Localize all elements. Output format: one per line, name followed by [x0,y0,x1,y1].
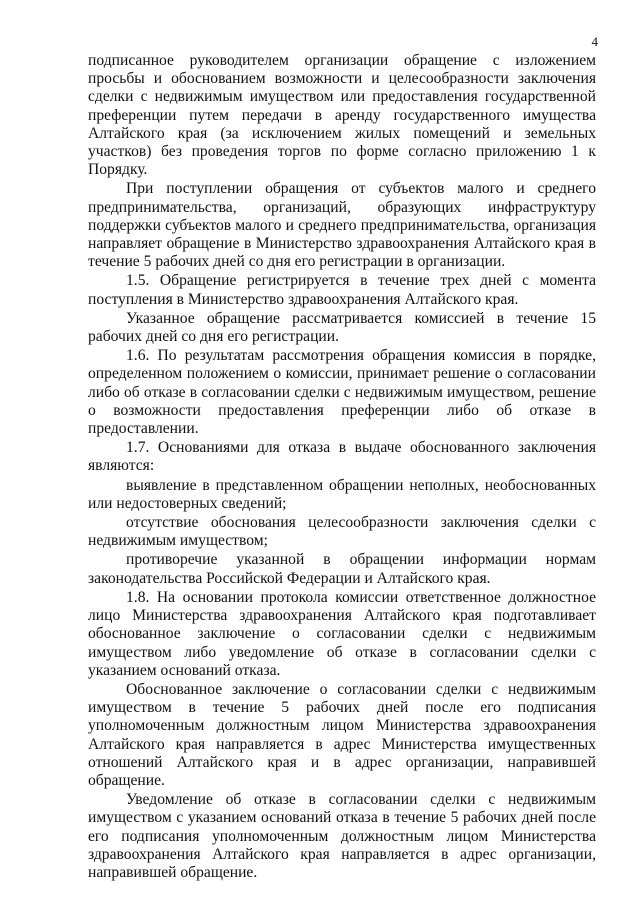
paragraph: При поступлении обращения от субъектов малого и среднего предпринимательства, организаций, образующих инфраструктуру поддержки субъектов малого и среднего предпринимательства, организация направляет обращение в Министерство здравоохранения Алтайского края в течение 5 рабочих дней со дня его регистрации в организации. [88,180,596,271]
page-number: 4 [591,34,598,49]
document-body [88,52,596,883]
paragraph: подписанное руководителем организации обращение с изложением просьбы и обоснованием возможности и целесообразности заключения сделки с недвижимым имуществом или предоставления государственной преференции путем передачи в аренду государственного имущества Алтайского края (за исключением жилых помещений и земельных участков) без проведения торгов по форме согласно приложению 1 к Порядку. [88,52,596,179]
paragraph: Указанное обращение рассматривается комиссией в течение 15 рабочих дней со дня его регистрации. [88,309,596,346]
paragraph: 1.8. На основании протокола комиссии ответственное должностное лицо Министерства здравоохранения Алтайского края подготавливает обоснованное заключение о согласовании сделки с недвижимым имуществом либо уведомление об отказе в согласовании сделки с указанием оснований отказа. [88,588,596,679]
paragraph: Уведомление об отказе в согласовании сделки с недвижимым имуществом с указанием оснований отказа в течение 5 рабочих дней после его подписания уполномоченным должностным лицом Министерства здравоохранения Алтайского края направляется в адрес организации, направившей обращение. [88,791,596,881]
paragraph: 1.7. Основаниями для отказа в выдаче обоснованного заключения являются: [88,439,596,475]
paragraph: 1.5. Обращение регистрируется в течение трех дней с момента поступления в Министерство здравоохранения Алтайского края. [88,272,596,308]
paragraph: выявление в представленном обращении неполных, необоснованных или недостоверных сведений; [88,476,596,512]
paragraph: отсутствие обоснования целесообразности заключения сделки с недвижимым имуществом; [88,514,596,550]
paragraph: Обоснованное заключение о согласовании сделки с недвижимым имуществом в течение 5 рабочих дней после его подписания уполномоченным должностным лицом Министерства здравоохранения Алтайского края направляется в адрес Министерства имущественных отношений Алтайского края и в адрес организации, направившей обращение. [88,680,596,789]
paragraph: 1.6. По результатам рассмотрения обращения комиссия в порядке, определенном положением о комиссии, принимает решение о согласовании либо об отказе в согласовании сделки с недвижимым имуществом, решение о возможности предоставления преференции либо об отказе в предоставлении. [88,347,596,438]
paragraph: противоречие указанной в обращении информации нормам законодательства Российской Федерации и Алтайского края. [88,551,596,587]
